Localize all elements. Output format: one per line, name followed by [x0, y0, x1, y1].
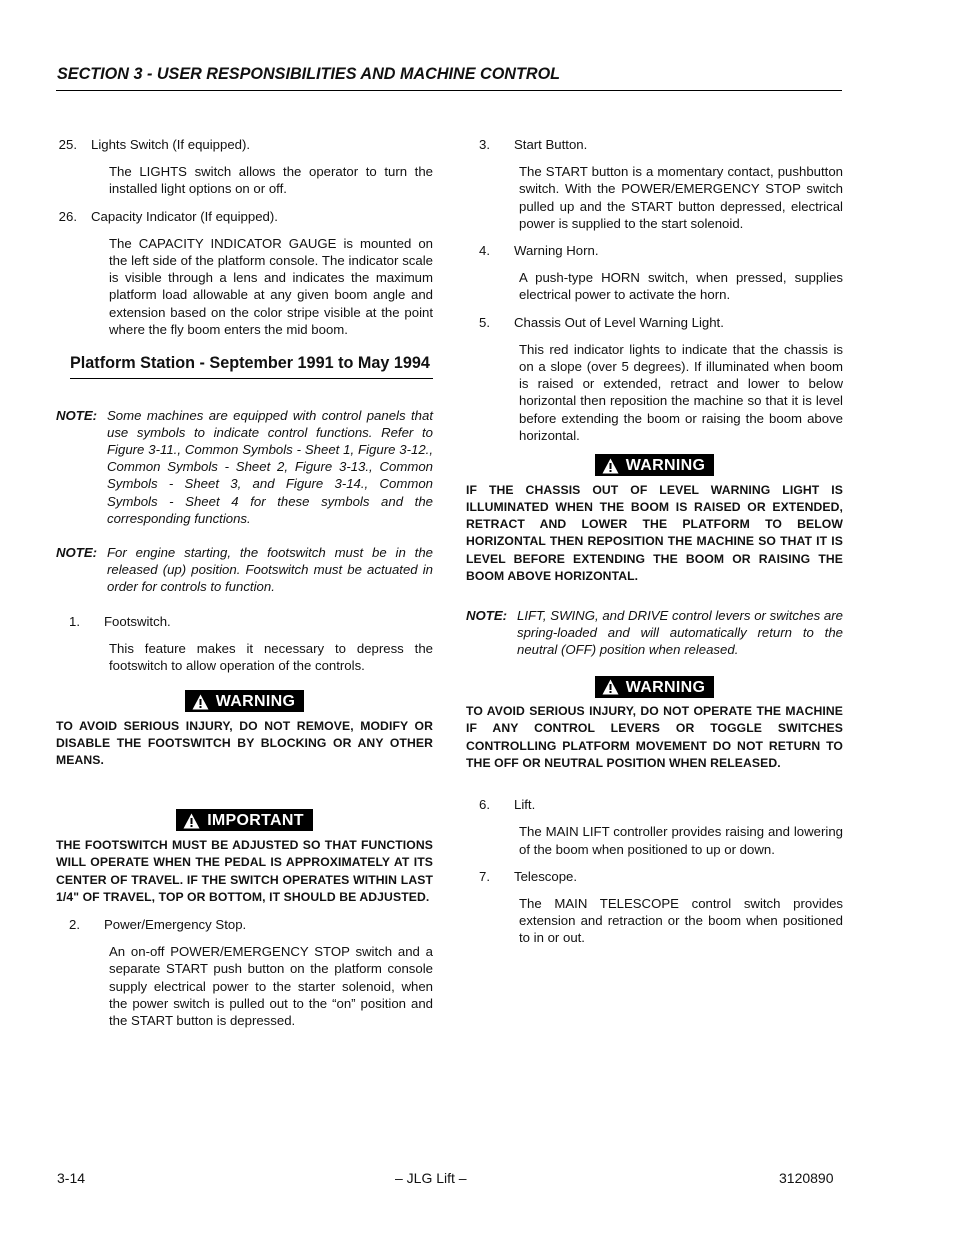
- warning-triangle-icon: [183, 813, 200, 829]
- list-item: [466, 242, 843, 259]
- note-text: LIFT, SWING, and DRIVE control levers or switches are spring-loaded and will automatically return to the neutral (OFF) position when released.: [517, 607, 843, 658]
- document-number: 3120890: [779, 1170, 834, 1186]
- warning-badge: WARNING: [185, 690, 304, 712]
- item-number: 26.: [58, 208, 77, 224]
- item-label: Capacity Indicator (If equipped).: [91, 208, 278, 224]
- warning-text: IF THE CHASSIS OUT OF LEVEL WARNING LIGHT IS ILLUMINATED WHEN THE BOOM IS RAISED OR EXTENDED, RETRACT AND LOWER THE PLATFORM TO BELOW HORIZONTAL THEN REPOSITION THE MACHINE SO THAT IT IS LEVEL BEFORE EXTENDING THE BOOM OR RAISING THE BOOM ABOVE HORIZONTAL.: [466, 482, 843, 583]
- note-label: NOTE:: [56, 407, 98, 423]
- note: [56, 544, 433, 596]
- item-number: 5.: [479, 314, 490, 330]
- item-label: Telescope.: [514, 868, 578, 884]
- item-label: Start Button.: [514, 137, 588, 152]
- warning-triangle-icon: [602, 458, 619, 474]
- item-number: 7.: [479, 868, 490, 884]
- item-label: Chassis Out of Level Warning Light.: [514, 314, 724, 330]
- item-description: An on-off POWER/EMERGENCY STOP switch and a separate START push button on the platform console supply electrical power to the starter solenoid, when the power switch is pulled out to the “on” position and the START button is depressed.: [109, 944, 433, 1029]
- important-text: THE FOOTSWITCH MUST BE ADJUSTED SO THAT FUNCTIONS WILL OPERATE WHEN THE PEDAL IS APPROXIMATELY AT ITS CENTER OF TRAVEL. IF THE SWITCH OPERATES WITHIN LAST 1/4" OF TRAVEL, TOP OR BOTTOM, IT SHOULD BE ADJUSTED.: [56, 838, 433, 904]
- warning-text: TO AVOID SERIOUS INJURY, DO NOT OPERATE THE MACHINE IF ANY CONTROL LEVERS OR TOGGLE SWITCHES CONTROLLING PLATFORM MOVEMENT DO NOT RETURN TO THE OFF OR NEUTRAL POSITION WHEN RELEASED.: [466, 704, 843, 770]
- item-label: Warning Horn.: [514, 243, 599, 259]
- item-description: The LIGHTS switch allows the operator to turn the installed light options on or off.: [109, 164, 433, 197]
- page-number: 3-14: [57, 1170, 86, 1186]
- item-description: The MAIN LIFT controller provides raising and lowering of the boom when positioned to up or down.: [519, 824, 843, 857]
- item-description: A push-type HORN switch, when pressed, supplies electrical power to activate the horn.: [519, 270, 843, 303]
- item-description: This red indicator lights to indicate that the chassis is on a slope (over 5 degrees). If illuminated when boom is raised or extended, retract and lower to below horizontal then reposition the machine so that it is level before extending the boom or raising the boom above horizontal.: [519, 341, 843, 443]
- list-item: [466, 868, 843, 885]
- header-rule: [56, 90, 842, 91]
- section-title: SECTION 3 - USER RESPONSIBILITIES AND MACHINE CONTROL: [57, 65, 561, 83]
- warning-badge-wrap: [466, 676, 843, 700]
- important-badge: IMPORTANT: [176, 809, 313, 831]
- item-number: 2.: [69, 917, 80, 932]
- item-number: 25.: [58, 137, 77, 152]
- item-label: Lift.: [514, 797, 536, 813]
- warning-badge: WARNING: [595, 454, 714, 476]
- list-item: [56, 916, 433, 933]
- item-description: The MAIN TELESCOPE control switch provides extension and retraction or the boom when positioned to in or out.: [519, 895, 843, 946]
- list-item: [56, 136, 433, 153]
- list-item: [466, 314, 843, 331]
- footer-brand: – JLG Lift –: [395, 1170, 467, 1186]
- left-column: [56, 136, 433, 1039]
- item-number: 6.: [479, 797, 490, 813]
- warning-triangle-icon: [192, 694, 209, 710]
- item-number: 4.: [479, 243, 490, 259]
- note-text: For engine starting, the footswitch must be in the released (up) position. Footswitch must be actuated in order for controls to function.: [107, 544, 433, 595]
- item-label: Lights Switch (If equipped).: [91, 137, 251, 152]
- right-column: [466, 136, 843, 957]
- list-item: [56, 208, 433, 225]
- warning-badge-wrap: [466, 454, 843, 478]
- item-label: Footswitch.: [104, 613, 171, 629]
- warning-triangle-icon: [602, 679, 619, 695]
- item-number: 3.: [479, 137, 490, 152]
- item-label: Power/Emergency Stop.: [104, 917, 247, 932]
- item-number: 1.: [69, 613, 80, 629]
- list-item: [56, 613, 433, 630]
- note: [56, 407, 433, 527]
- note-label: NOTE:: [56, 544, 98, 560]
- warning-badge-wrap: [56, 690, 433, 714]
- note: [466, 607, 843, 659]
- note-text: Some machines are equipped with control panels that use symbols to indicate control functions. Refer to Figure 3-11., Common Symbols - Sheet 1, Figure 3-12., Common Symbols - Sheet 2, Figure 3-13., Common Symbols - Sheet 3, and Figure 3-14., Common Symbols - Sheet 4 for these symbols and the corresponding functions.: [107, 407, 433, 526]
- item-description: This feature makes it necessary to depress the footswitch to allow operation of the controls.: [109, 640, 433, 673]
- warning-badge: WARNING: [595, 676, 714, 698]
- item-description: The START button is a momentary contact, pushbutton switch. With the POWER/EMERGENCY STOP switch pulled up and the START button depressed, electrical power is supplied to the start solenoid.: [519, 164, 843, 231]
- note-label: NOTE:: [466, 607, 508, 623]
- list-item: [466, 136, 843, 153]
- subsection-heading: Platform Station - September 1991 to May 1994: [70, 354, 433, 379]
- important-badge-wrap: [56, 809, 433, 833]
- item-description: The CAPACITY INDICATOR GAUGE is mounted on the left side of the platform console. The indicator scale is visible through a lens and indicates the maximum platform load allowable at any given boom angle and extension based on the color stripe visible at the point where the fly boom enters the mid boom.: [109, 235, 433, 337]
- warning-text: TO AVOID SERIOUS INJURY, DO NOT REMOVE, MODIFY OR DISABLE THE FOOTSWITCH BY BLOCKING OR ANY OTHER MEANS.: [56, 718, 433, 768]
- list-item: [466, 796, 843, 813]
